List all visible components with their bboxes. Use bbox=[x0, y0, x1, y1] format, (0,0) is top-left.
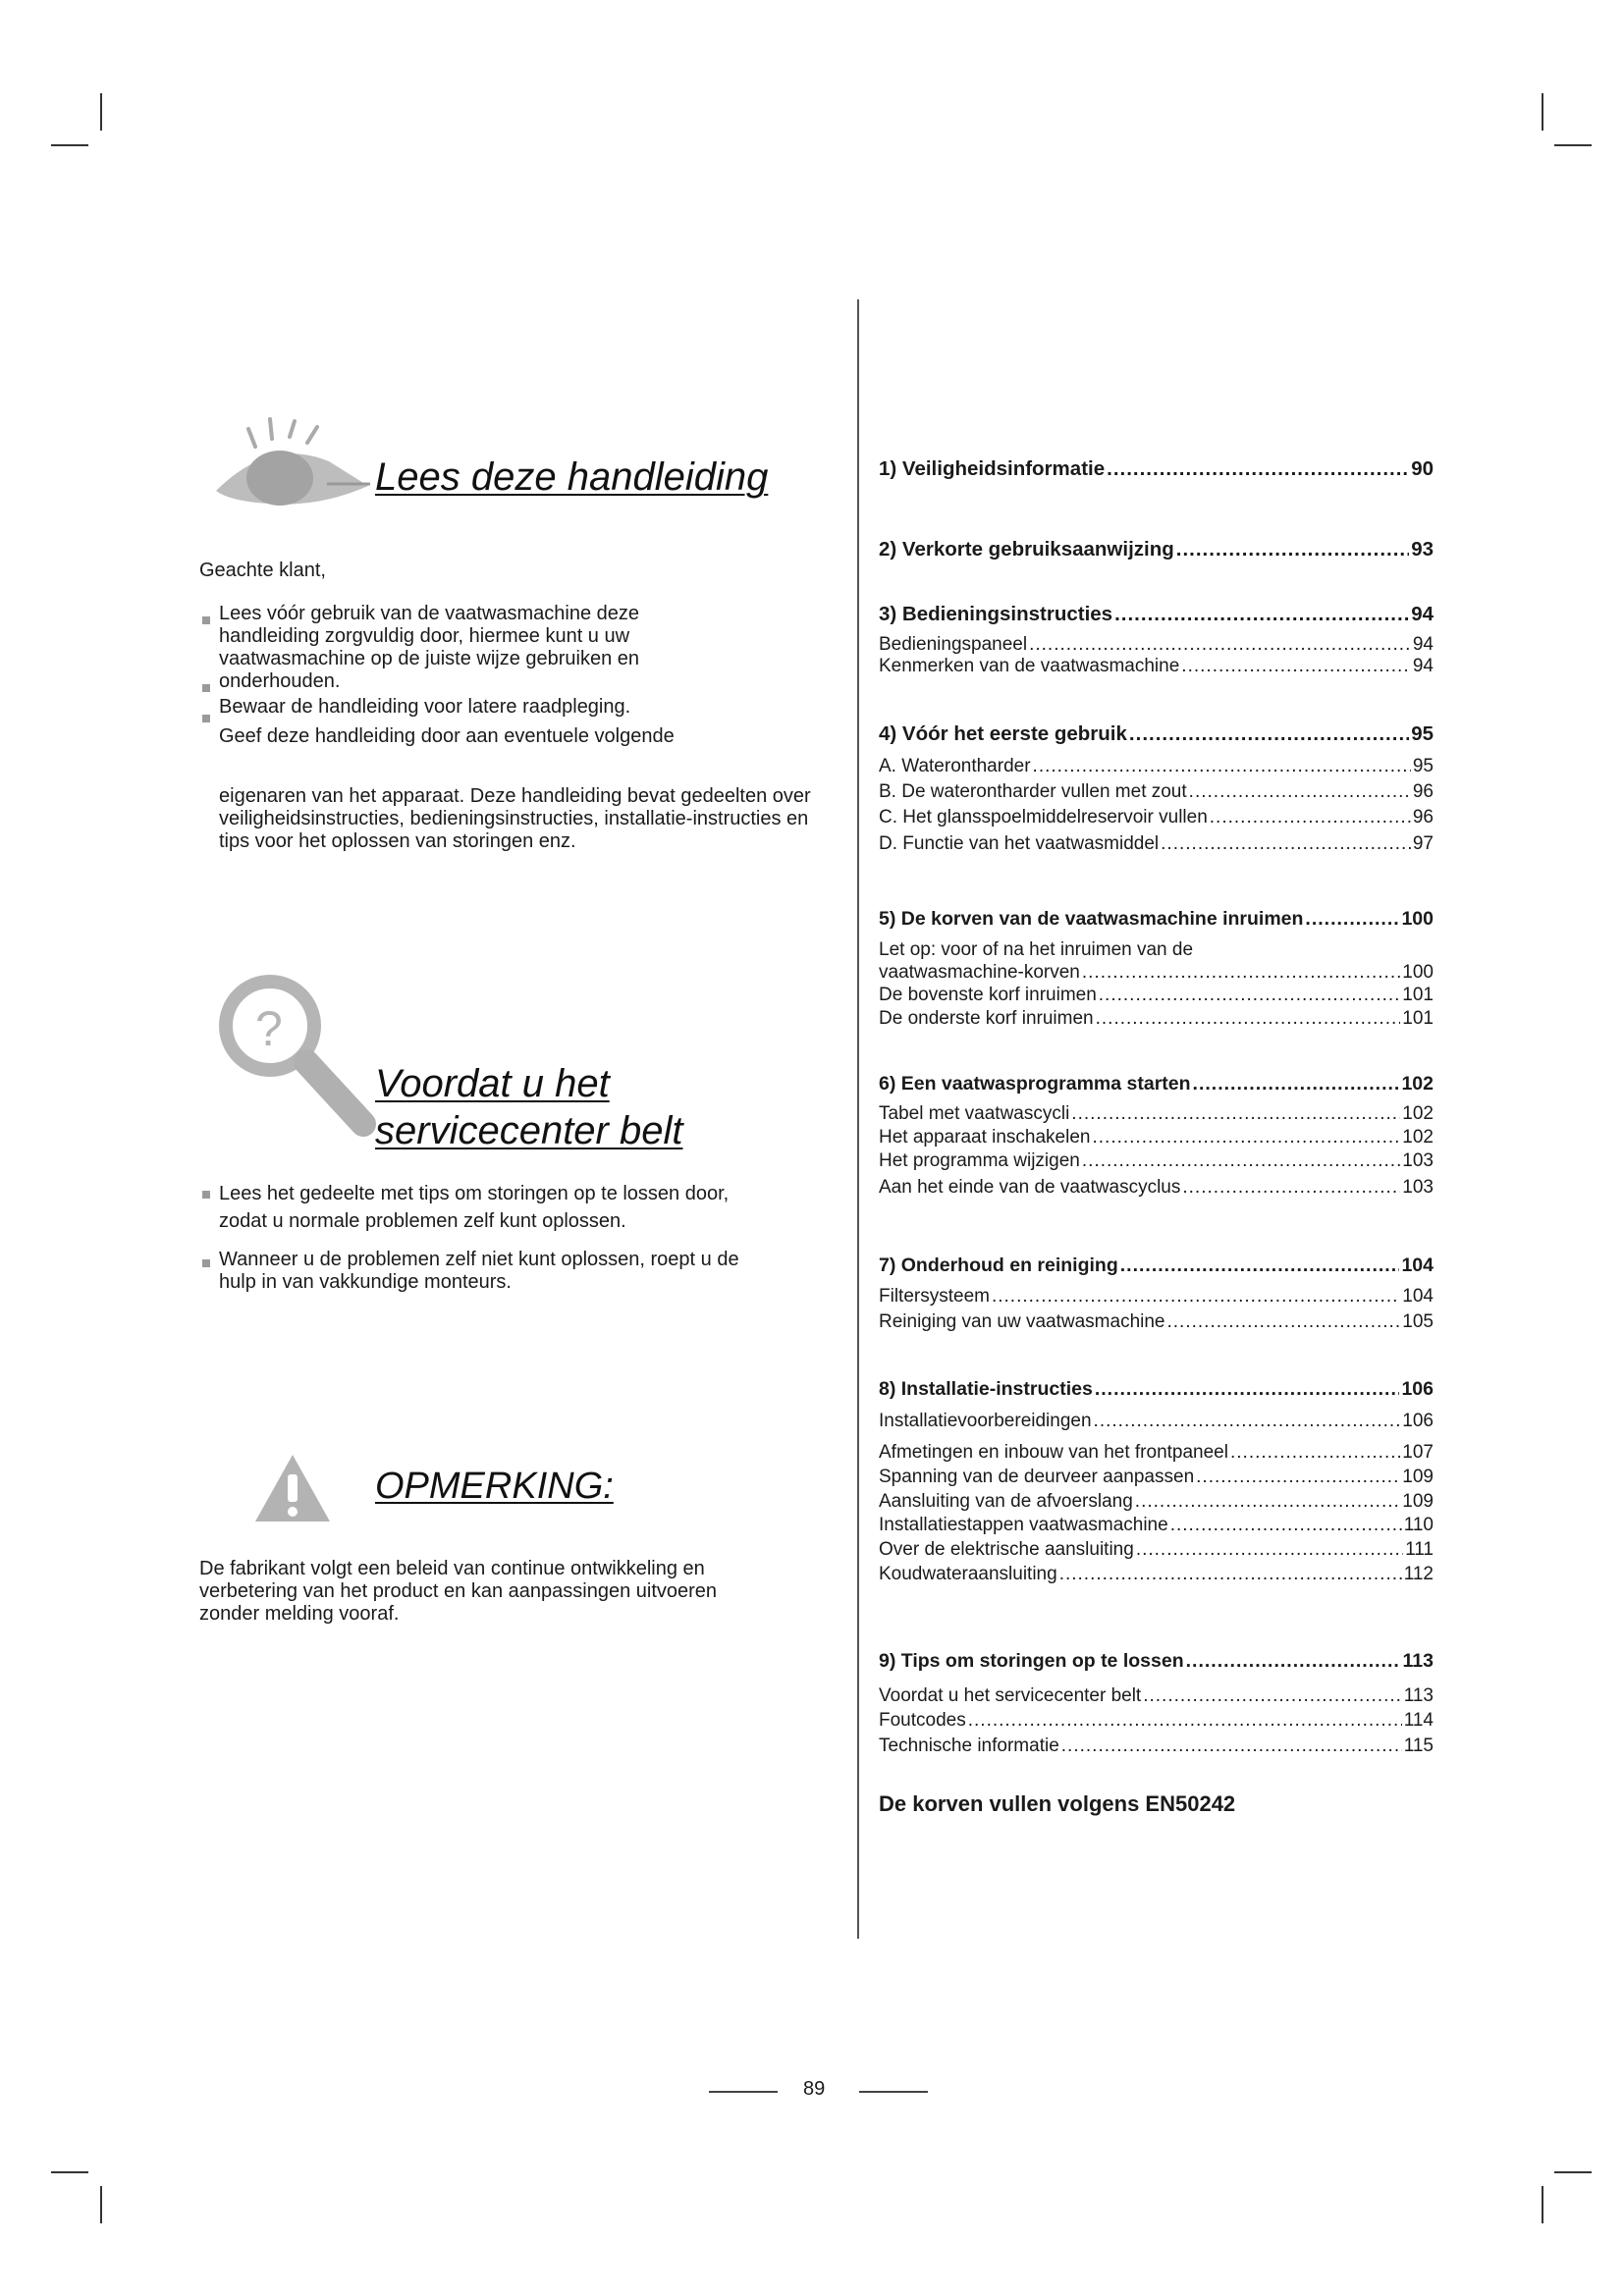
toc-page: 96 bbox=[1412, 781, 1434, 802]
crop-mark bbox=[1554, 144, 1592, 146]
toc-entry[interactable] bbox=[879, 985, 1434, 1006]
eye-icon bbox=[211, 417, 373, 510]
magnifier-question-icon bbox=[216, 972, 383, 1144]
toc-leader bbox=[1061, 1735, 1402, 1757]
heading-note: OPMERKING: bbox=[375, 1466, 614, 1507]
toc-entry[interactable] bbox=[879, 1103, 1434, 1125]
bullet-marker bbox=[202, 1191, 210, 1199]
service-bullet-2: Wanneer u de problemen zelf niet kunt oplossen, roept u de hulp in van vakkundige monteurs. bbox=[219, 1249, 739, 1293]
crop-mark bbox=[51, 2171, 88, 2173]
heading-service bbox=[375, 1060, 682, 1154]
toc-page: 103 bbox=[1402, 1150, 1434, 1171]
toc-label: vaatwasmachine-korven bbox=[879, 962, 1080, 983]
toc-page: 109 bbox=[1402, 1491, 1434, 1512]
toc-page: 102 bbox=[1402, 1127, 1434, 1148]
toc-page: 110 bbox=[1403, 1515, 1434, 1535]
toc-page: 106 bbox=[1402, 1411, 1434, 1431]
toc-label: 1) Veiligheidsinformatie bbox=[879, 457, 1106, 480]
toc-entry[interactable] bbox=[879, 1127, 1434, 1148]
crop-mark bbox=[51, 144, 88, 146]
toc-entry[interactable] bbox=[879, 1685, 1434, 1707]
toc-page: 105 bbox=[1402, 1311, 1434, 1332]
toc-entry[interactable] bbox=[879, 1515, 1434, 1536]
toc-section-9[interactable] bbox=[879, 1649, 1434, 1673]
toc-entry[interactable] bbox=[879, 1539, 1434, 1561]
heading-read-manual: Lees deze handleiding bbox=[375, 455, 769, 499]
toc-note: Let op: voor of na het inruimen van de bbox=[879, 939, 1194, 960]
toc-leader bbox=[968, 1710, 1402, 1732]
toc-label: 2) Verkorte gebruiksaanwijzing bbox=[879, 538, 1174, 561]
toc-label: Over de elektrische aansluiting bbox=[879, 1539, 1134, 1560]
bullet-marker bbox=[202, 684, 210, 692]
toc-page: 104 bbox=[1402, 1286, 1434, 1307]
heading-service-line1: Voordat u het bbox=[375, 1062, 610, 1105]
toc-section-2[interactable] bbox=[879, 538, 1434, 561]
toc-label: 7) Onderhoud en reiniging bbox=[879, 1255, 1118, 1276]
toc-label: 3) Bedieningsinstructies bbox=[879, 603, 1113, 625]
toc-page: 104 bbox=[1401, 1255, 1434, 1276]
toc-leader bbox=[1114, 603, 1409, 626]
toc-label: D. Functie van het vaatwasmiddel bbox=[879, 833, 1160, 854]
toc-leader bbox=[1189, 781, 1411, 803]
toc-page: 115 bbox=[1403, 1735, 1434, 1756]
toc-leader bbox=[1129, 722, 1409, 746]
toc-section-8[interactable] bbox=[879, 1377, 1434, 1401]
toc-page: 100 bbox=[1401, 908, 1434, 930]
toc-page: 112 bbox=[1403, 1564, 1434, 1584]
toc-page: 107 bbox=[1402, 1442, 1434, 1463]
svg-text:?: ? bbox=[255, 1001, 283, 1056]
toc-section-6[interactable] bbox=[879, 1072, 1434, 1095]
crop-mark bbox=[1554, 2171, 1592, 2173]
toc-label: Filtersysteem bbox=[879, 1286, 990, 1307]
toc-leader bbox=[1143, 1685, 1401, 1707]
toc-label: C. Het glansspoelmiddelreservoir vullen bbox=[879, 807, 1208, 828]
toc-leader bbox=[1176, 538, 1409, 561]
toc-entry[interactable] bbox=[879, 807, 1434, 828]
toc-label: De onderste korf inruimen bbox=[879, 1008, 1094, 1029]
toc-leader bbox=[1095, 1377, 1400, 1401]
footer-rule-left bbox=[709, 2091, 778, 2093]
toc-entry[interactable] bbox=[879, 1735, 1434, 1757]
toc-entry[interactable] bbox=[879, 634, 1434, 656]
toc-page: 96 bbox=[1412, 807, 1434, 828]
toc-label: Installatiestappen vaatwasmachine bbox=[879, 1515, 1168, 1535]
toc-label: Voordat u het servicecenter belt bbox=[879, 1685, 1142, 1706]
crop-mark bbox=[1542, 93, 1543, 131]
greeting: Geachte klant, bbox=[199, 560, 326, 581]
toc-entry[interactable] bbox=[879, 962, 1434, 984]
toc-label: Reiniging van uw vaatwasmachine bbox=[879, 1311, 1165, 1332]
warning-icon bbox=[253, 1453, 332, 1523]
toc-leader bbox=[1186, 1649, 1401, 1673]
toc-leader bbox=[1094, 1411, 1401, 1432]
toc-page: 113 bbox=[1402, 1650, 1434, 1672]
toc-leader bbox=[1230, 1442, 1400, 1464]
toc-label: 4) Vóór het eerste gebruik bbox=[879, 722, 1127, 745]
toc-label: A. Waterontharder bbox=[879, 756, 1031, 776]
toc-leader bbox=[1167, 1311, 1401, 1333]
toc-label: Aan het einde van de vaatwascyclus bbox=[879, 1177, 1181, 1198]
toc-page: 94 bbox=[1412, 656, 1434, 676]
toc-section-7[interactable] bbox=[879, 1254, 1434, 1277]
fill-note: De korven vullen volgens EN50242 bbox=[879, 1791, 1236, 1816]
toc-entry[interactable] bbox=[879, 756, 1434, 777]
toc-entry[interactable] bbox=[879, 1177, 1434, 1199]
toc-entry[interactable] bbox=[879, 1710, 1434, 1732]
toc-label: 9) Tips om storingen op te lossen bbox=[879, 1650, 1184, 1672]
toc-label: De bovenste korf inruimen bbox=[879, 985, 1097, 1005]
toc-leader bbox=[1082, 962, 1400, 984]
toc-section-4[interactable] bbox=[879, 722, 1434, 746]
toc-label: Installatievoorbereidingen bbox=[879, 1411, 1092, 1431]
page-number: 89 bbox=[803, 2078, 826, 2100]
toc-label: Spanning van de deurveer aanpassen bbox=[879, 1467, 1195, 1487]
toc-page: 93 bbox=[1411, 538, 1434, 561]
toc-entry[interactable] bbox=[879, 1564, 1434, 1585]
toc-leader bbox=[1305, 907, 1399, 931]
toc-leader bbox=[1135, 1491, 1401, 1513]
toc-leader bbox=[1029, 634, 1411, 656]
crop-mark bbox=[1542, 2186, 1543, 2223]
toc-leader bbox=[1196, 1467, 1400, 1488]
toc-page: 109 bbox=[1402, 1467, 1434, 1487]
toc-leader bbox=[1193, 1072, 1400, 1095]
toc-entry[interactable] bbox=[879, 1491, 1434, 1513]
toc-leader bbox=[1182, 1177, 1400, 1199]
toc-leader bbox=[1096, 1008, 1401, 1030]
manual-bullet-3: Geef deze handleiding door aan eventuele volgende bbox=[219, 725, 675, 747]
bullet-marker bbox=[202, 616, 210, 624]
toc-section-5[interactable] bbox=[879, 907, 1434, 931]
toc-page: 95 bbox=[1412, 756, 1434, 776]
toc-leader bbox=[1082, 1150, 1400, 1172]
toc-leader bbox=[1181, 656, 1411, 677]
toc-label: Afmetingen en inbouw van het frontpaneel bbox=[879, 1442, 1228, 1463]
toc-entry[interactable] bbox=[879, 1311, 1434, 1333]
toc-label: Het programma wijzigen bbox=[879, 1150, 1080, 1171]
toc-label: 6) Een vaatwasprogramma starten bbox=[879, 1073, 1191, 1095]
toc-entry[interactable] bbox=[879, 833, 1434, 855]
toc-entry[interactable] bbox=[879, 1286, 1434, 1308]
toc-page: 94 bbox=[1411, 603, 1434, 625]
toc-leader bbox=[1099, 985, 1401, 1006]
toc-leader bbox=[1170, 1515, 1402, 1536]
bullet-marker bbox=[202, 1259, 210, 1267]
toc-page: 113 bbox=[1403, 1685, 1434, 1706]
toc-entry[interactable] bbox=[879, 1467, 1434, 1488]
toc-page: 114 bbox=[1403, 1710, 1434, 1731]
toc-label: B. De waterontharder vullen met zout bbox=[879, 781, 1187, 802]
toc-label: Aansluiting van de afvoerslang bbox=[879, 1491, 1133, 1512]
toc-entry[interactable] bbox=[879, 781, 1434, 803]
footer-rule-right bbox=[859, 2091, 928, 2093]
toc-page: 102 bbox=[1401, 1073, 1434, 1095]
toc-page: 106 bbox=[1401, 1378, 1434, 1400]
column-divider bbox=[857, 299, 859, 1939]
toc-page: 111 bbox=[1405, 1539, 1434, 1560]
toc-leader bbox=[992, 1286, 1400, 1308]
toc-entry[interactable] bbox=[879, 1442, 1434, 1464]
toc-page: 94 bbox=[1412, 634, 1434, 655]
service-bullet-1: Lees het gedeelte met tips om storingen op te lossen door, zodat u normale problemen zelf kunt oplossen. bbox=[219, 1183, 730, 1232]
toc-entry[interactable] bbox=[879, 1150, 1434, 1172]
toc-leader bbox=[1059, 1564, 1402, 1585]
bullet-marker bbox=[202, 715, 210, 722]
crop-mark bbox=[100, 93, 102, 131]
toc-leader bbox=[1033, 756, 1411, 777]
crop-mark bbox=[100, 2186, 102, 2223]
toc-page: 95 bbox=[1411, 722, 1434, 745]
toc-leader bbox=[1161, 833, 1411, 855]
toc-page: 90 bbox=[1411, 457, 1434, 480]
toc-leader bbox=[1092, 1127, 1400, 1148]
toc-leader bbox=[1107, 457, 1409, 481]
toc-entry[interactable] bbox=[879, 1008, 1434, 1030]
toc-section-3[interactable] bbox=[879, 603, 1434, 626]
toc-entry[interactable] bbox=[879, 656, 1434, 677]
toc-label: Technische informatie bbox=[879, 1735, 1059, 1756]
toc-label: Tabel met vaatwascycli bbox=[879, 1103, 1070, 1124]
heading-service-line2: servicecenter belt bbox=[375, 1109, 683, 1152]
toc-label: 5) De korven van de vaatwasmachine inruimen bbox=[879, 908, 1304, 930]
manual-continuation: eigenaren van het apparaat. Deze handleiding bevat gedeelten over veiligheidsinstructies, bedieningsinstructies, installatie-instructies en tips voor het oplossen van storingen enz. bbox=[219, 785, 811, 852]
toc-page: 102 bbox=[1402, 1103, 1434, 1124]
toc-page: 103 bbox=[1402, 1177, 1434, 1198]
manual-bullet-1: Lees vóór gebruik van de vaatwasmachine deze handleiding zorgvuldig door, hiermee kunt u uw vaatwasmachine op de juiste wijze gebruiken en onderhouden. bbox=[219, 603, 640, 692]
toc-page: 97 bbox=[1412, 833, 1434, 854]
toc-label: Foutcodes bbox=[879, 1710, 966, 1731]
toc-page: 101 bbox=[1402, 1008, 1434, 1029]
toc-entry[interactable] bbox=[879, 1411, 1434, 1432]
toc-leader bbox=[1120, 1254, 1400, 1277]
toc-page: 101 bbox=[1402, 985, 1434, 1005]
toc-label: Het apparaat inschakelen bbox=[879, 1127, 1091, 1148]
toc-section-1[interactable] bbox=[879, 457, 1434, 481]
toc-leader bbox=[1210, 807, 1411, 828]
toc-label: 8) Installatie-instructies bbox=[879, 1378, 1093, 1400]
toc-leader bbox=[1136, 1539, 1403, 1561]
toc-label: Koudwateraansluiting bbox=[879, 1564, 1057, 1584]
toc-page: 100 bbox=[1402, 962, 1434, 983]
manual-bullet-2: Bewaar de handleiding voor latere raadpleging. bbox=[219, 696, 631, 718]
toc-label: Bedieningspaneel bbox=[879, 634, 1028, 655]
note-text: De fabrikant volgt een beleid van continue ontwikkeling en verbetering van het product en kan aanpassingen uitvoeren zonder melding vooraf. bbox=[199, 1558, 718, 1625]
toc-label: Kenmerken van de vaatwasmachine bbox=[879, 656, 1180, 676]
toc-leader bbox=[1071, 1103, 1400, 1125]
